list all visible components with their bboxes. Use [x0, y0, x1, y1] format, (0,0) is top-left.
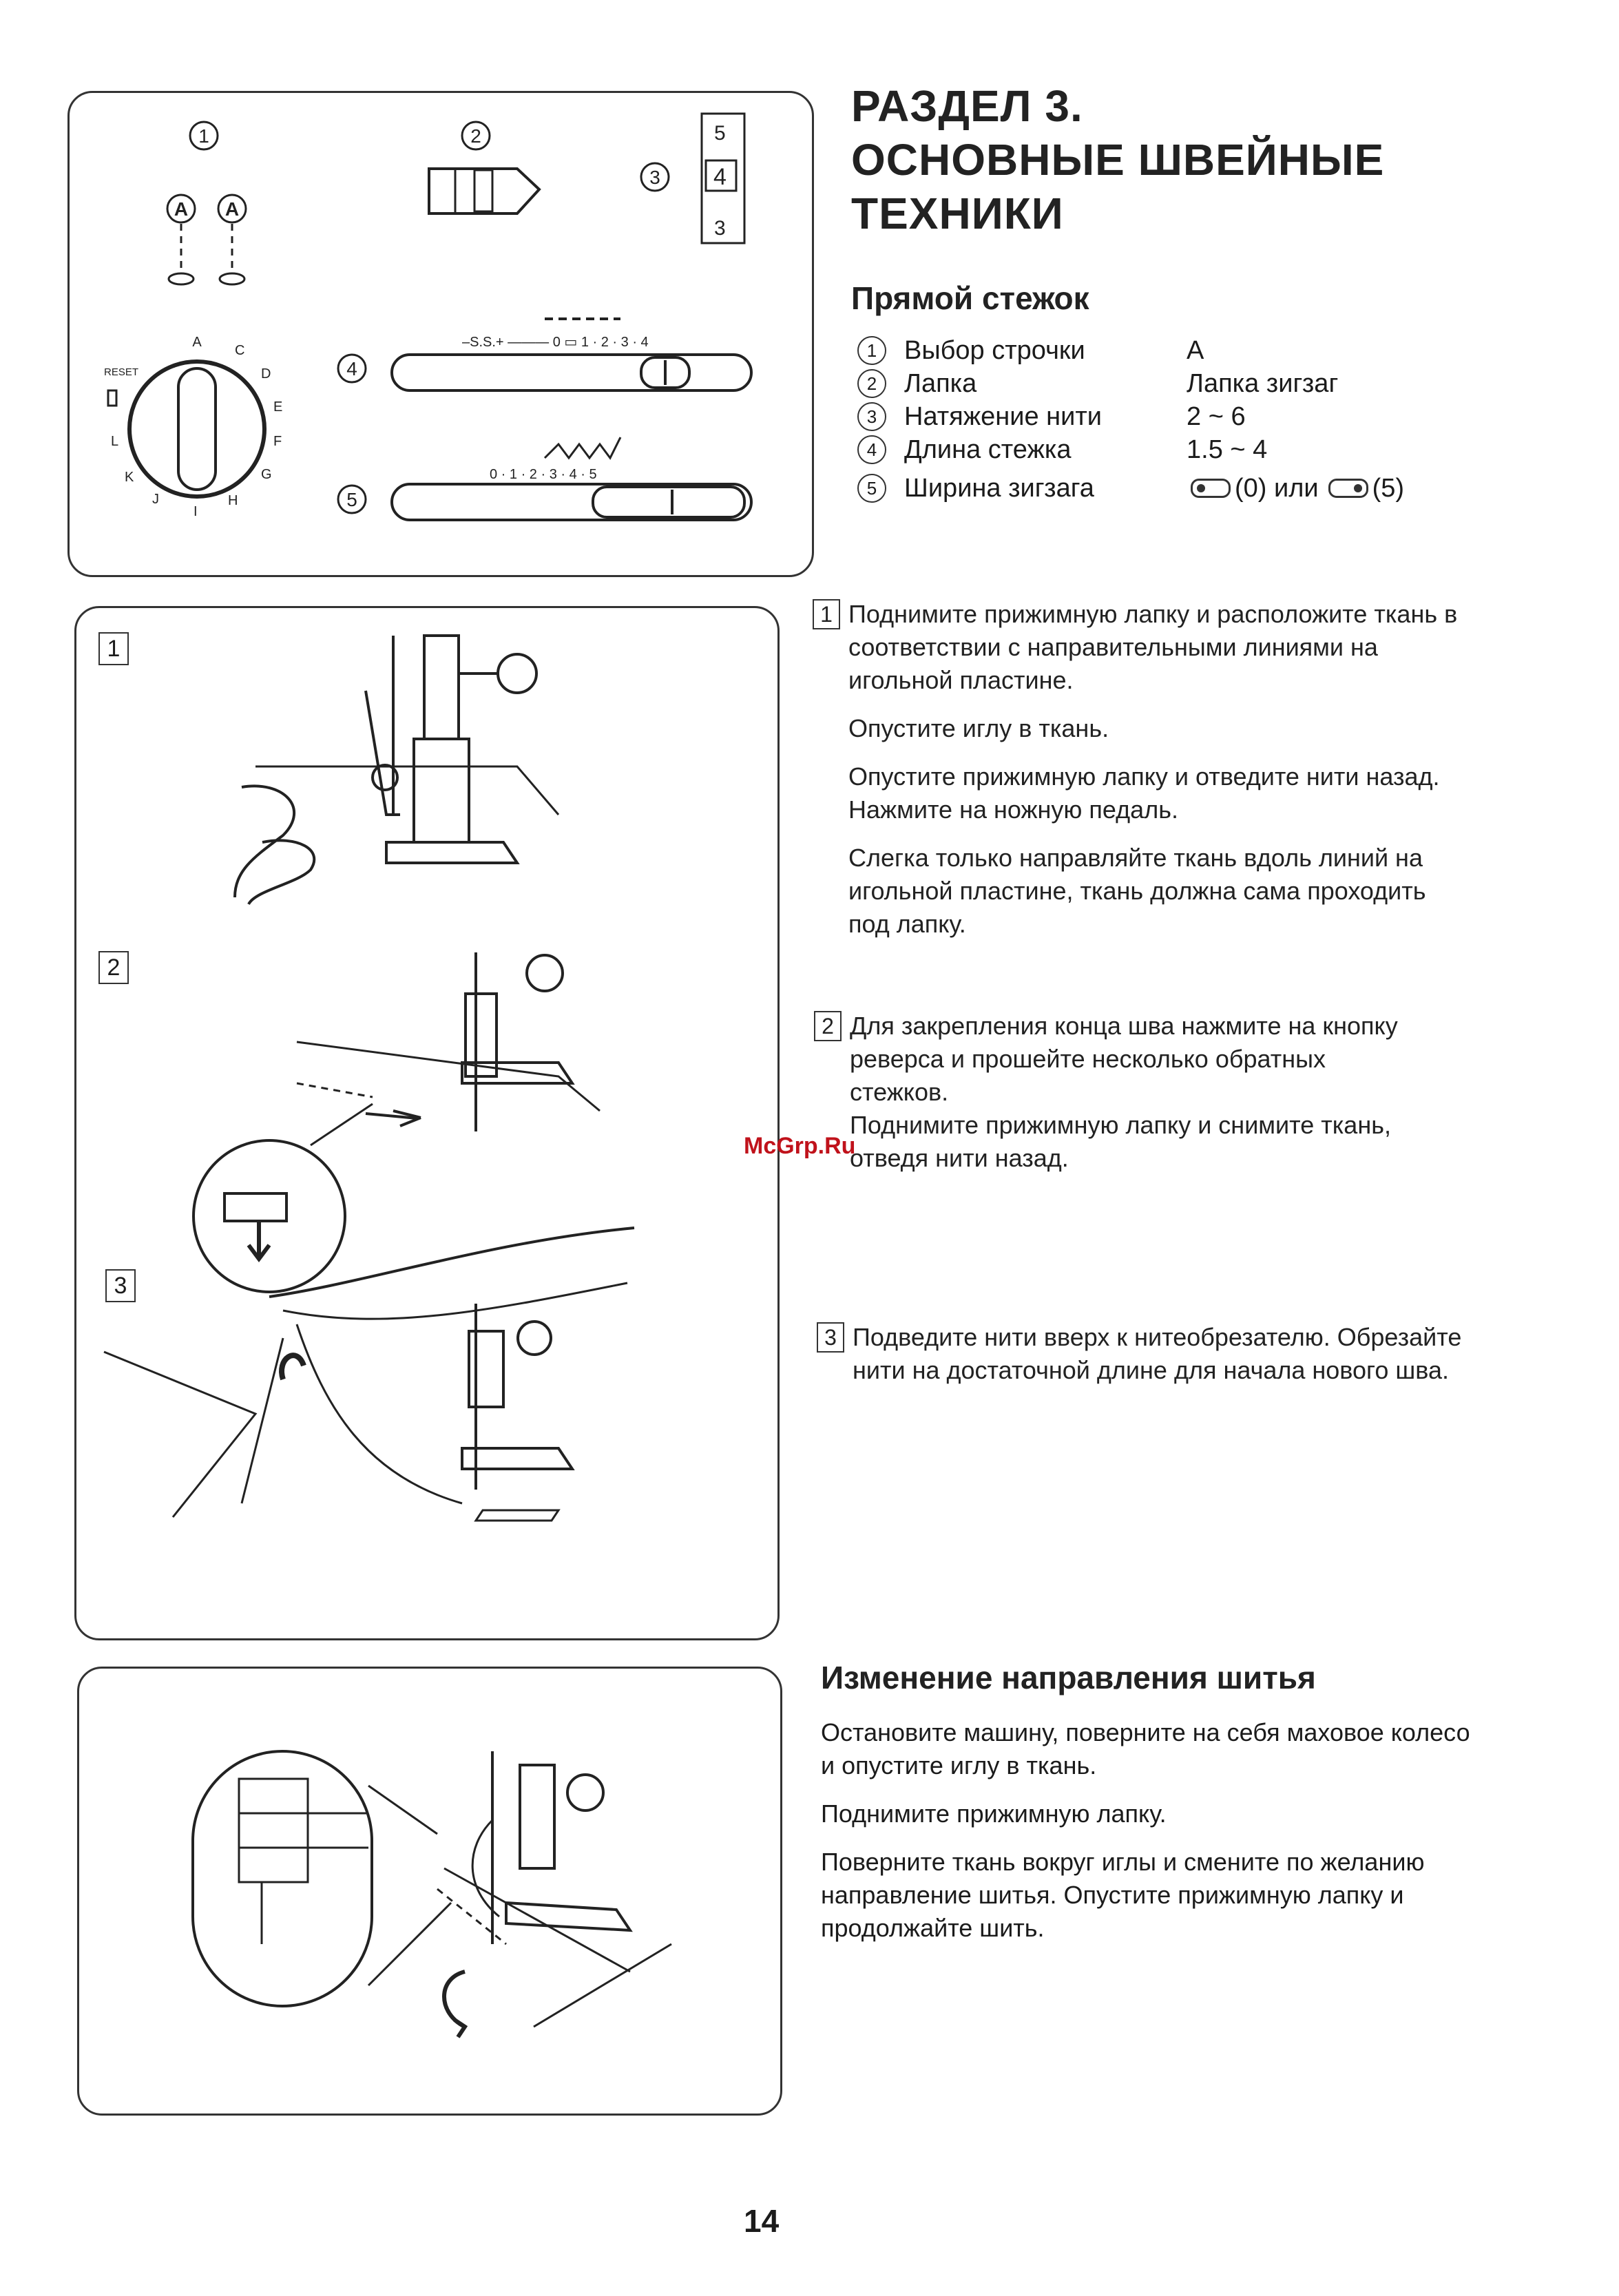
- svg-text:J: J: [152, 492, 159, 507]
- svg-text:C: C: [235, 343, 245, 358]
- svg-text:5: 5: [714, 122, 726, 145]
- reset-label: RESET: [104, 366, 139, 378]
- setting-row: 3 Натяжение нити 2 ~ 6: [857, 400, 1477, 433]
- sewing-steps-drawing: [76, 608, 777, 1638]
- settings-drawing: [70, 93, 812, 575]
- setting-row: 2 Лапка Лапка зигзаг: [857, 367, 1477, 400]
- figure-label-1: 1: [98, 632, 129, 665]
- steps-illustration: [74, 606, 780, 1640]
- svg-text:D: D: [261, 366, 271, 382]
- svg-text:I: I: [194, 504, 198, 519]
- figure-label-3: 3: [105, 1269, 136, 1302]
- svg-text:G: G: [261, 467, 272, 482]
- setting-row: 4 Длина стежка 1.5 ~ 4: [857, 433, 1477, 466]
- callout-2: 2: [470, 125, 481, 147]
- svg-text:E: E: [273, 399, 283, 415]
- watermark: McGrp.Ru: [744, 1133, 856, 1159]
- setting-row: 5 Ширина зигзага (0) или (5): [857, 472, 1477, 505]
- width-scale: 0 · 1 · 2 · 3 · 4 · 5: [490, 467, 597, 482]
- setting-row: 1 Выбор строчки A: [857, 334, 1477, 367]
- step-2: 2 Для закрепления конца шва нажмите на кнопку реверса и прошейте несколько обратных стежков. Поднимите прижимную лапку и снимите ткань, отведя нити назад.: [814, 1010, 1406, 1190]
- zigzag-width-5-icon: [1328, 479, 1368, 498]
- svg-text:F: F: [273, 434, 282, 449]
- callout-4: 4: [346, 358, 357, 379]
- zigzag-width-0-icon: [1191, 479, 1231, 498]
- direction-change-illustration: [77, 1667, 782, 2116]
- direction-change-text: Остановите машину, поверните на себя маховое колесо и опустите иглу в ткань. Поднимите прижимную лапку. Поверните ткань вокруг иглы и смените по желанию направление шитья. Опустите прижимную лапку и продолжайте шить.: [821, 1718, 1470, 1942]
- svg-text:K: K: [125, 470, 134, 485]
- pattern-a-left: A: [174, 198, 189, 220]
- callout-5: 5: [346, 489, 357, 510]
- page-number: 14: [744, 2203, 780, 2239]
- callout-3: 3: [649, 167, 660, 188]
- svg-text:H: H: [228, 493, 238, 508]
- svg-text:3: 3: [714, 217, 726, 240]
- straight-stitch-title: Прямой стежок: [851, 280, 1089, 316]
- step-3: 3 Подведите нити вверх к нитеобрезателю. Обрезайте нити на достаточной длине для начала нового шва.: [817, 1321, 1464, 1402]
- svg-text:4: 4: [713, 164, 727, 190]
- section-title: РАЗДЕЛ 3. ОСНОВНЫЕ ШВЕЙНЫЕ ТЕХНИКИ: [851, 81, 1385, 238]
- pattern-a-right: A: [224, 198, 240, 220]
- callout-1: 1: [198, 125, 209, 147]
- length-scale: –S.S.+ ——— 0 ▭ 1 · 2 · 3 · 4: [462, 335, 649, 350]
- direction-change-title: Изменение направления шитья: [821, 1660, 1316, 1695]
- figure-label-2: 2: [98, 951, 129, 984]
- svg-text:L: L: [111, 434, 119, 449]
- step-1: 1 Поднимите прижимную лапку и расположите ткань в соответствии с направительными линиями на игольной пластине. Опустите иглу в ткань. Опустите прижимную лапку и отведите нити назад. Нажмите на ножную педаль. Слегка только направляйте ткань вдоль линий на игольной пластине, ткань должна сама проходить под лапку.: [813, 598, 1474, 956]
- settings-illustration: [67, 91, 814, 577]
- direction-change-drawing: [79, 1669, 780, 2114]
- svg-text:A: A: [192, 335, 202, 350]
- stitch-settings-list: [857, 334, 1477, 505]
